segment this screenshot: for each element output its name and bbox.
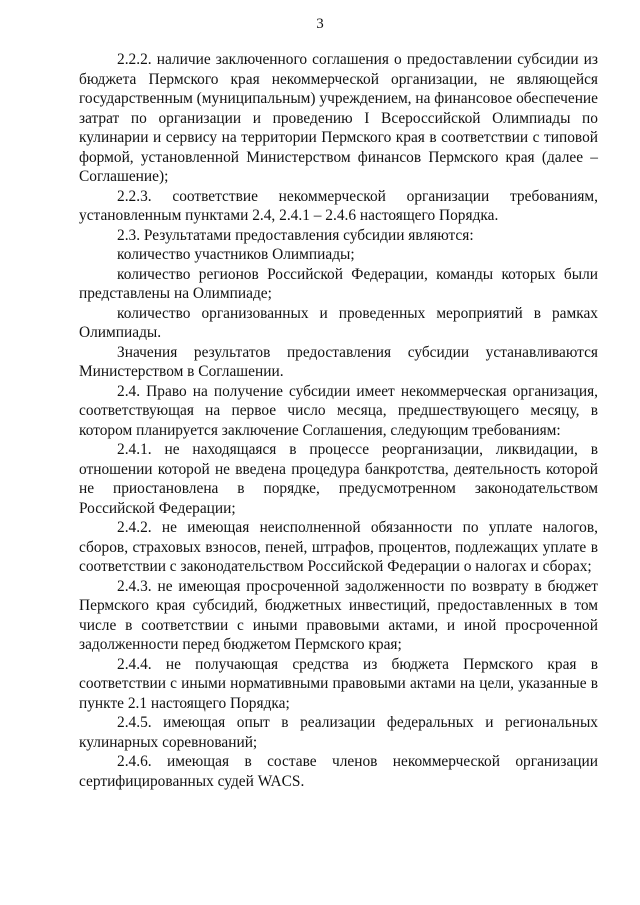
paragraph-2-4-1: 2.4.1. не находящаяся в процессе реорганизации, ликвидации, в отношении которой не введена процедура банкротства, деятельность которой не приостановлена в порядке, предусмотренном законодательством Российской Федерации; bbox=[79, 441, 598, 517]
paragraph-2-4-5: 2.4.5. имеющая опыт в реализации федеральных и региональных кулинарных соревнований; bbox=[79, 714, 598, 751]
paragraph-2-4: 2.4. Право на получение субсидии имеет некоммерческая организация, соответствующая на первое число месяца, предшествующего месяцу, в котором планируется заключение Соглашения, следующим требованиям: bbox=[79, 382, 598, 439]
paragraph-2-4-6: 2.4.6. имеющая в составе членов некоммерческой организации сертифицированных судей WACS. bbox=[79, 753, 598, 790]
page-number: 3 bbox=[316, 16, 324, 32]
paragraph-2-4-4: 2.4.4. не получающая средства из бюджета Пермского края в соответствии с иными нормативными правовыми актами на цели, указанные в пункте 2.1 настоящего Порядка; bbox=[79, 655, 598, 712]
paragraph-2-2-3: 2.2.3. соответствие некоммерческой организации требованиям, установленным пунктами 2.4, 2.4.1 – 2.4.6 настоящего Порядка. bbox=[79, 187, 598, 224]
result-item-regions: количество регионов Российской Федерации, команды которых были представлены на Олимпиаде; bbox=[79, 265, 598, 302]
result-item-events: количество организованных и проведенных мероприятий в рамках Олимпиады. bbox=[79, 304, 598, 341]
result-item-participants: количество участников Олимпиады; bbox=[117, 246, 355, 263]
paragraph-2-4-3: 2.4.3. не имеющая просроченной задолженности по возврату в бюджет Пермского края субсидий, бюджетных инвестиций, предоставленных в том числе в соответствии с иными правовыми актами, и иной просроченной задолженности перед бюджетом Пермского края; bbox=[79, 577, 598, 653]
paragraph-2-3: 2.3. Результатами предоставления субсидии являются: bbox=[117, 226, 474, 244]
document-body bbox=[79, 50, 598, 791]
paragraph-2-4-2: 2.4.2. не имеющая неисполненной обязанности по уплате налогов, сборов, страховых взносов, пеней, штрафов, процентов, подлежащих уплате в соответствии с законодательством Российской Федерации о налогах и сборах; bbox=[79, 519, 598, 575]
paragraph-result-values: Значения результатов предоставления субсидии устанавливаются Министерством в Соглашении. bbox=[79, 343, 598, 380]
paragraph-2-2-2: 2.2.2. наличие заключенного соглашения о предоставлении субсидии из бюджета Пермского края некоммерческой организации, не являющейся государственным (муниципальным) учреждением, на финансовое обеспечение затрат по организации и проведению I Всероссийской Олимпиады по кулинарии и сервису на территории Пермского края в соответствии с типовой формой, установленной Министерством финансов Пермского края (далее – Соглашение); bbox=[79, 51, 598, 185]
